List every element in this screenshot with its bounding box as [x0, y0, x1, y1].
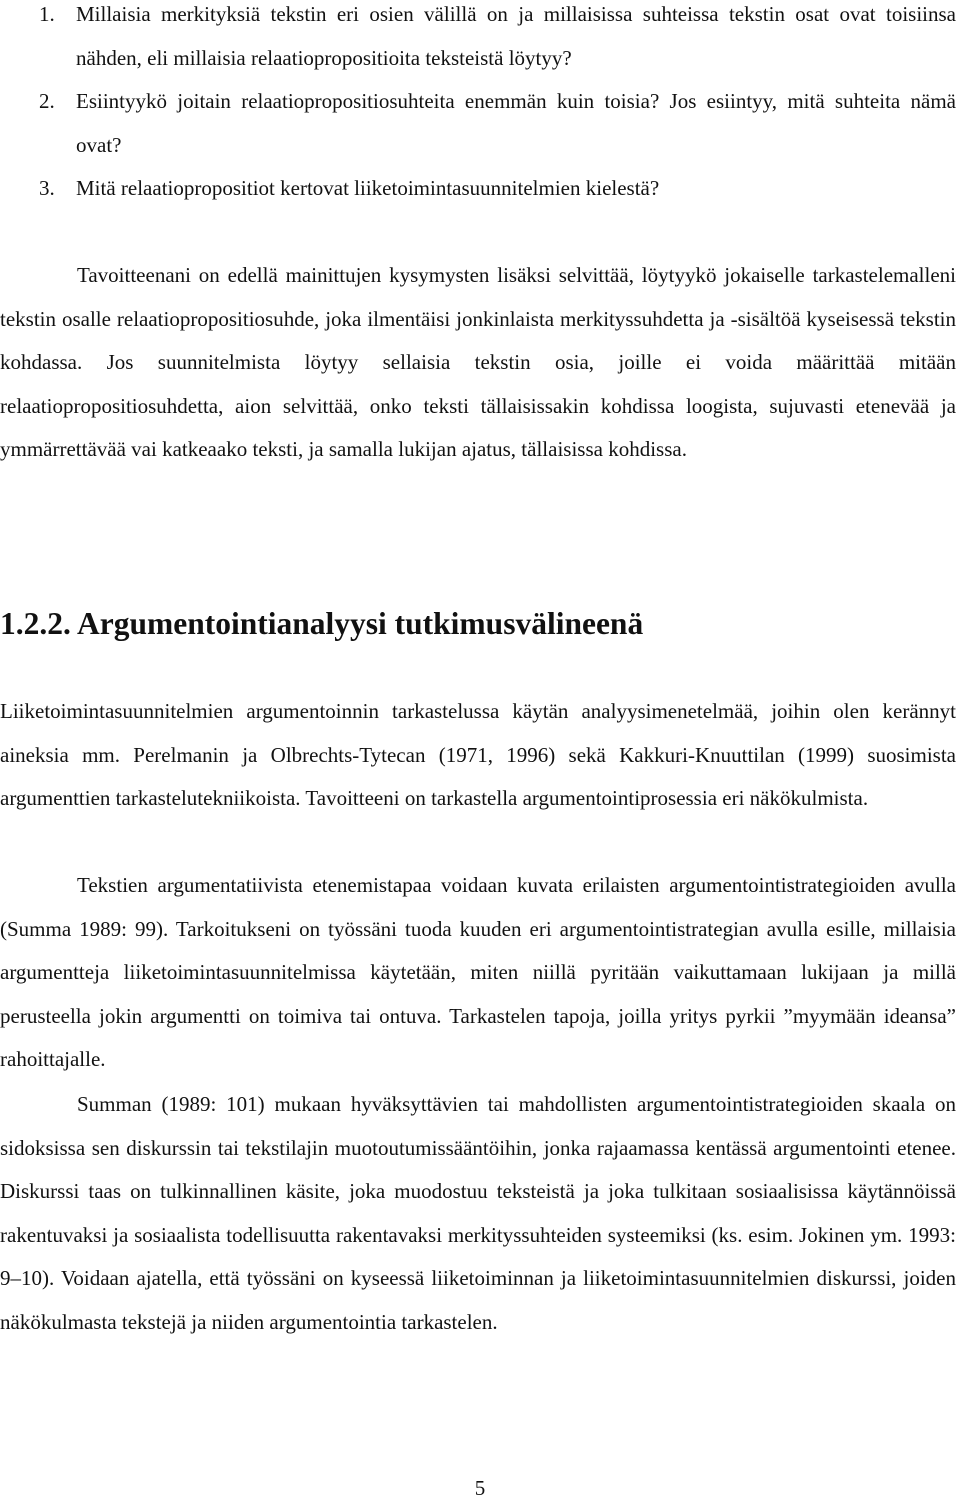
- list-item-number: 1.: [39, 2, 55, 26]
- paragraph: Summan (1989: 101) mukaan hyväksyttävien tai mahdollisten argumentointistrategioiden skaala on sidoksissa sen diskurssin tai tekstilajin muotoutumissääntöihin, jonka rajaamassa kentässä argumentointi etenee. Diskurssi taas on tulkinnallinen käsite, joka muodostuu teksteistä ja joka tulkitaan sosiaalisissa käytännöissä rakentuvaksi ja sosiaalista todellisuutta rakentavaksi merkityssuhteiden systeemiksi (ks. esim. Jokinen ym. 1993: 9–10). Voidaan ajatella, että työssäni on kyseessä liiketoiminnan ja liiketoimintasuunnitelmien diskurssi, joiden näkökulmasta tekstejä ja niiden argumentointia tarkastelen.: [0, 1092, 956, 1334]
- list-item-text: Mitä relaatiopropositiot kertovat liiketoimintasuunnitelmien kielestä?: [76, 176, 660, 200]
- section-number: 1.2.2.: [0, 606, 71, 641]
- paragraph: Tekstien argumentatiivista etenemistapaa voidaan kuvata erilaisten argumentointistrategioiden avulla (Summa 1989: 99). Tarkoitukseni on työssäni tuoda kuuden eri argumentointistrategian avulla esille, millaisia argumentteja liiketoimintasuunnitelmissa käytetään, miten niillä pyritään vaikuttamaan lukijaan ja millä perusteella jokin argumentti on toimiva tai ontuva. Tarkastelen tapoja, joilla yritys pyrkii ”myymään ideansa” rahoittajalle.: [0, 873, 956, 1072]
- paragraph: Liiketoimintasuunnitelmien argumentoinnin tarkastelussa käytän analyysimenetelmää, joihin olen kerännyt aineksia mm. Perelmanin ja Olbrechts-Tytecan (1971, 1996) sekä Kakkuri-Knuuttilan (1999) suosimista argumenttien tarkastelutekniikoista. Tavoitteeni on tarkastella argumentointiprosessia eri näkökulmista.: [0, 699, 956, 811]
- page-number: 5: [474, 1476, 486, 1500]
- list-item-text: Esiintyykö joitain relaatiopropositiosuhteita enemmän kuin toisia? Jos esiintyy, mitä suhteita nämä ovat?: [76, 89, 956, 157]
- list-item-text: Millaisia merkityksiä tekstin eri osien välillä on ja millaisissa suhteissa tekstin osat ovat toisiinsa nähden, eli millaisia relaatiopropositioita teksteistä löytyy?: [76, 2, 956, 70]
- list-item-number: 3.: [39, 176, 55, 200]
- paragraph-goal: Tavoitteenani on edellä mainittujen kysymysten lisäksi selvittää, löytyykö jokaiselle tarkastelemalleni tekstin osalle relaatiopropositiosuhde, joka ilmentäisi jonkinlaista merkityssuhdetta ja -sisältöä kyseisessä tekstin kohdassa. Jos suunnitelmista löytyy sellaisia tekstin osia, joille ei voida määrittää mitään relaatiopropositiosuhdetta, aion selvittää, onko teksti tällaisissakin kohdissa loogista, sujuvasti etenevää ja ymmärrettävää vai katkeaako teksti, ja samalla lukijan ajatus, tällaisissa kohdissa.: [0, 263, 956, 462]
- section-heading: [0, 602, 956, 646]
- section-title: Argumentointianalyysi tutkimusvälineenä: [77, 606, 644, 641]
- list-item-number: 2.: [39, 89, 55, 113]
